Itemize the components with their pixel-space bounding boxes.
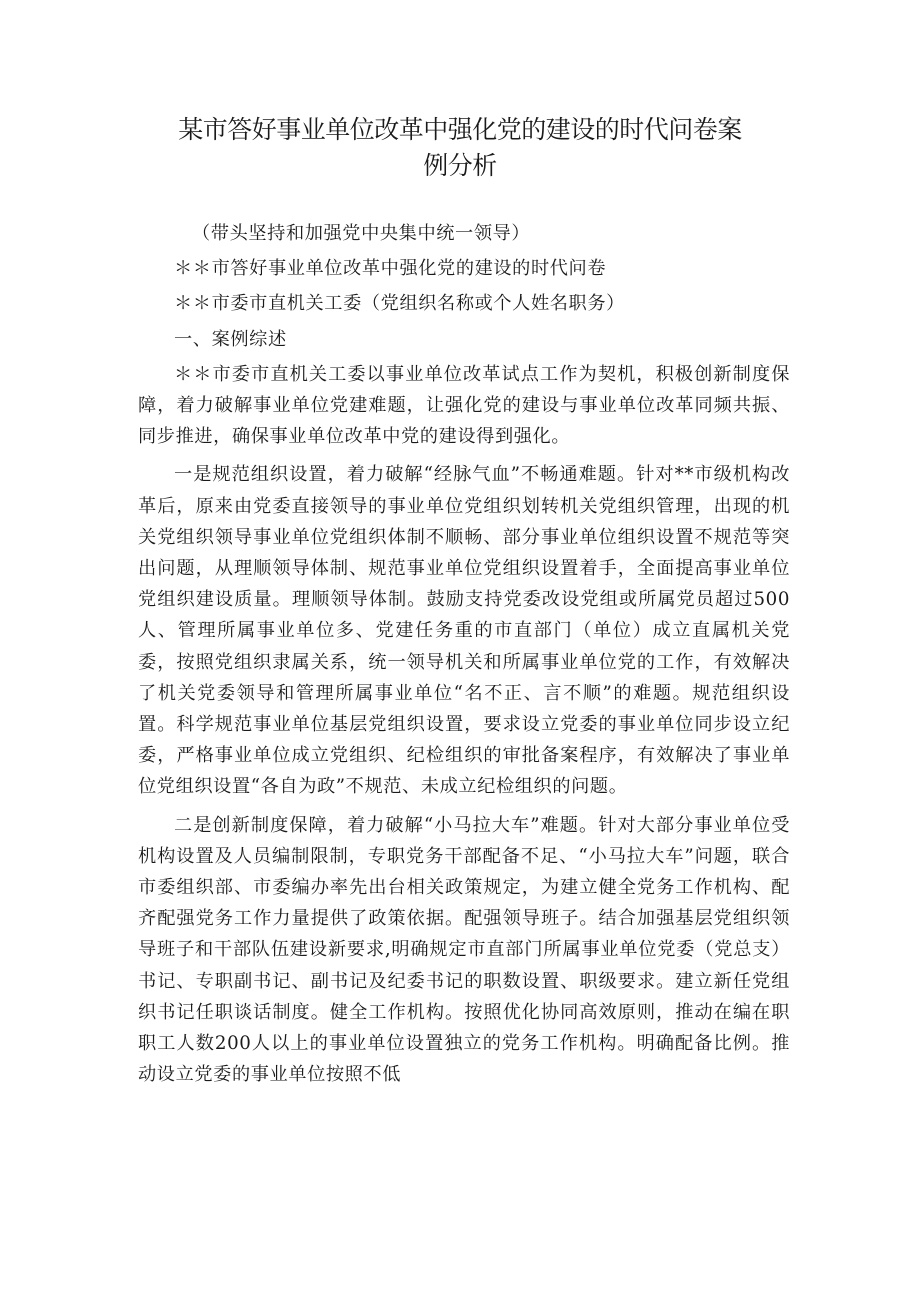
meta-line-1: ＊＊市答好事业单位改革中强化党的建设的时代问卷: [174, 258, 607, 280]
meta-line-2: ＊＊市委市直机关工委（党组织名称或个人姓名职务）: [174, 293, 625, 315]
title-line-1: 某市答好事业单位改革中强化党的建设的时代问卷案: [178, 115, 742, 144]
subtitle: （带头坚持和加强党中央集中统一领导）: [192, 223, 531, 244]
paragraph: ＊＊市委市直机关工委以事业单位改革试点工作为契机，积极创新制度保障，着力破解事业单位党建难题，让强化党的建设与事业单位改革同频共振、同步推进，确保事业单位改革中党的建设得到强化。: [138, 363, 790, 448]
title-line-2: 例分析: [423, 151, 497, 180]
section-heading: 一、案例综述: [174, 328, 287, 350]
paragraph: 二是创新制度保障，着力破解“小马拉大车”难题。针对大部分事业单位受机构设置及人员编制限制，专职党务干部配备不足、“小马拉大车”问题，联合市委组织部、市委编办率先出台相关政策规定，为建立健全党务工作机构、配齐配强党务工作力量提供了政策依据。配强领导班子。结合加强基层党组织领导班子和干部队伍建设新要求,明确规定市直部门所属事业单位党委（党总支）书记、专职副书记、副书记及纪委书记的职数设置、职级要求。建立新任党组织书记任职谈话制度。健全工作机构。按照优化协同高效原则，推动在编在职职工人数200人以上的事业单位设置独立的党务工作机构。明确配备比例。推动设立党委的事业单位按照不低: [138, 814, 790, 1086]
paragraph: 一是规范组织设置，着力破解“经脉气血”不畅通难题。针对**市级机构改革后，原来由党委直接领导的事业单位党组织划转机关党组织管理，出现的机关党组织领导事业单位党组织体制不顺畅、部分事业单位组织设置不规范等突出问题，从理顺领导体制、规范事业单位党组织设置着手，全面提高事业单位党组织建设质量。理顺领导体制。鼓励支持党委改设党组或所属党员超过500人、管理所属事业单位多、党建任务重的市直部门（单位）成立直属机关党委，按照党组织隶属关系，统一领导机关和所属事业单位党的工作，有效解决了机关党委领导和管理所属事业单位“名不正、言不顺”的难题。规范组织设置。科学规范事业单位基层党组织设置，要求设立党委的事业单位同步设立纪委，严格事业单位成立党组织、纪检组织的审批备案程序，有效解决了事业单位党组织设置“各自为政”不规范、未成立纪检组织的问题。: [138, 464, 790, 798]
document-body: [138, 218, 790, 1090]
document-title: [140, 112, 780, 184]
